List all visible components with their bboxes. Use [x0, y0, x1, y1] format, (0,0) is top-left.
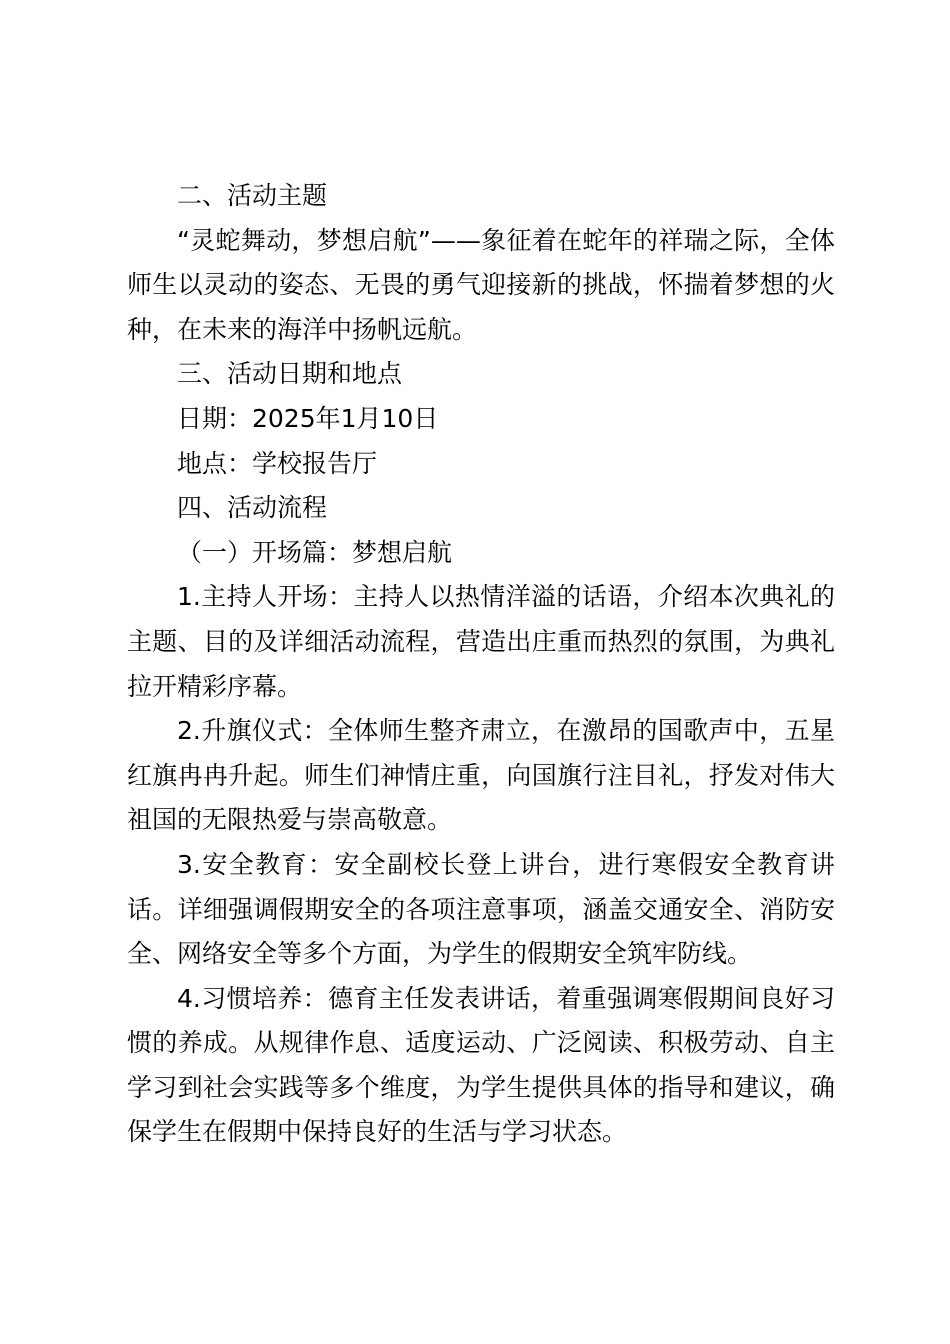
subsection-heading-opening: （一）开场篇：梦想启航 [177, 537, 453, 567]
document-body [127, 174, 835, 1155]
item-flag-raising: 2.升旗仪式：全体师生整齐肃立，在激昂的国歌声中，五星红旗冉冉升起。师生们神情庄重，向国旗行注目礼，抒发对伟大祖国的无限热爱与崇高敬意。 [127, 716, 835, 835]
location-line: 地点：学校报告厅 [177, 448, 378, 478]
section-heading-theme: 二、活动主题 [177, 181, 328, 210]
item-safety-education: 3.安全教育：安全副校长登上讲台，进行寒假安全教育讲话。详细强调假期安全的各项注意事项，涵盖交通安全、消防安全、网络安全等多个方面，为学生的假期安全筑牢防线。 [127, 849, 835, 969]
date-line: 日期：2025年1月10日 [177, 403, 439, 433]
section-heading-process: 四、活动流程 [177, 493, 328, 523]
item-host-opening: 1.主持人开场：主持人以热情洋溢的话语，介绍本次典礼的主题、目的及详细活动流程，营造出庄重而热烈的氛围，为典礼拉开精彩序幕。 [127, 582, 835, 701]
section-heading-date-location: 三、活动日期和地点 [177, 359, 403, 389]
item-habit-cultivation: 4.习惯培养：德育主任发表讲话，着重强调寒假期间良好习惯的养成。从规律作息、适度运动、广泛阅读、积极劳动、自主学习到社会实践等多个维度，为学生提供具体的指导和建议，确保学生在假期中保持良好的生活与学习状态。 [127, 983, 835, 1147]
theme-paragraph: “灵蛇舞动，梦想启航”——象征着在蛇年的祥瑞之际，全体师生以灵动的姿态、无畏的勇气迎接新的挑战，怀揣着梦想的火种，在未来的海洋中扬帆远航。 [127, 225, 835, 344]
